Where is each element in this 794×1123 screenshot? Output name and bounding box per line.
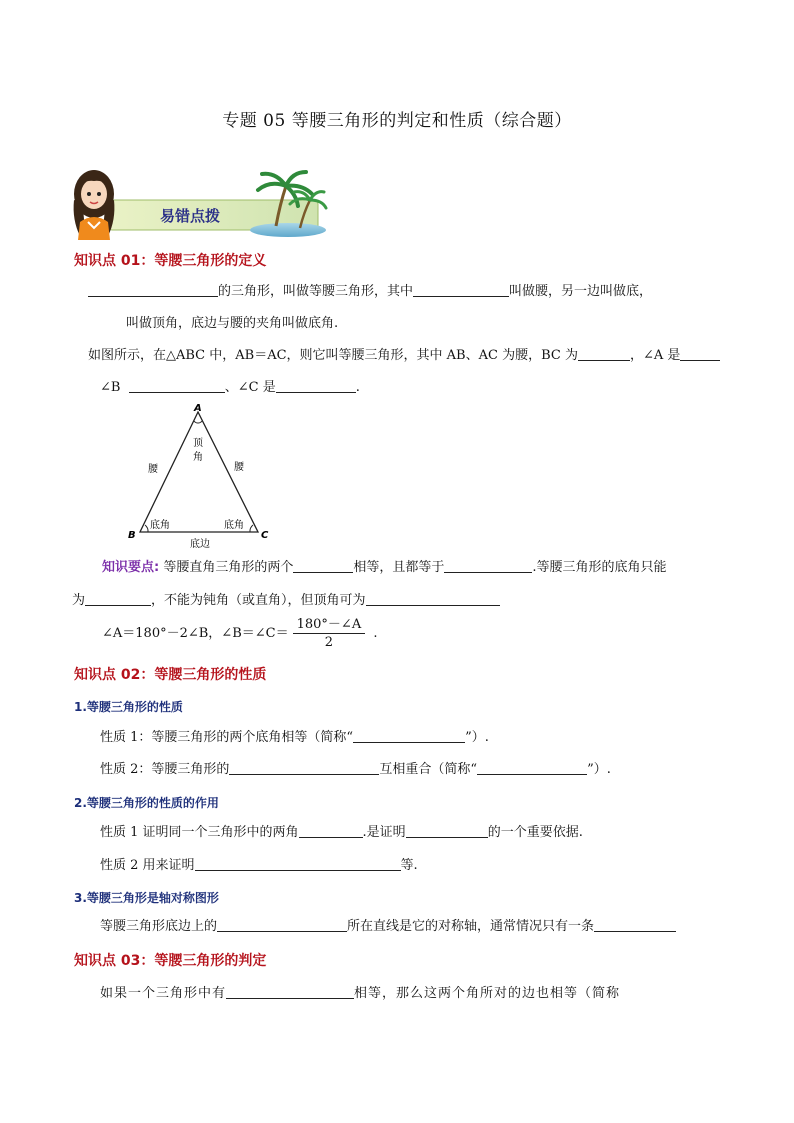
kp2-axis [100, 917, 676, 937]
banner-label: 易错点拨 [160, 207, 221, 225]
kp2-usage1 [100, 823, 583, 843]
leg-left-label: 腰 [148, 464, 158, 475]
text: 所在直线是它的对称轴，通常情况只有一条 [347, 919, 595, 934]
base-angle-left-label: 底角 [150, 520, 170, 531]
text: 互相重合（简称“ [379, 762, 478, 777]
text: 性质 2：等腰三角形的 [100, 762, 230, 777]
kp1-line2: 叫做顶角，底边与腰的夹角叫做底角. [126, 316, 339, 331]
blank[interactable] [293, 558, 353, 573]
text: ”）. [465, 730, 489, 745]
kp1-line3 [88, 346, 720, 366]
text: 性质 2 用来证明 [100, 858, 195, 873]
apex-angle-arc [194, 421, 202, 423]
base-label: 底边 [190, 539, 210, 550]
blank[interactable] [477, 760, 587, 775]
text: ”）. [587, 762, 611, 777]
page-title: 专题 05 等腰三角形的判定和性质（综合题） [222, 111, 572, 131]
base-angle-arc-right [250, 525, 253, 532]
vertex-c-label: C [261, 530, 269, 541]
blank[interactable] [413, 282, 509, 297]
kp2-property1 [100, 728, 489, 748]
blank[interactable] [406, 823, 488, 838]
kp2-property2 [100, 760, 611, 780]
base-angle-right-label: 底角 [224, 520, 244, 531]
blank[interactable] [217, 917, 347, 932]
vertex-a-label: A [194, 403, 202, 414]
text: 如果一个三角形中有 [100, 986, 227, 1001]
text: ∠B [100, 380, 121, 395]
text: .等腰三角形的底角只能 [532, 560, 667, 575]
kp2-heading: 知识点 02：等腰三角形的性质 [74, 667, 267, 683]
text: 等腰三角形底边上的 [100, 919, 218, 934]
text: 的一个重要依据. [487, 825, 583, 840]
text: 性质 1 证明同一个三角形中的两角 [100, 825, 299, 840]
base-angle-arc-left [145, 525, 148, 532]
blank[interactable] [88, 282, 218, 297]
tips-banner [68, 164, 330, 240]
text: 叫做腰，另一边叫做底， [509, 284, 653, 299]
keypoints-formula [102, 616, 378, 651]
blank[interactable] [276, 378, 356, 393]
text: ，∠A 是 [629, 348, 681, 363]
text: 、∠C 是 [224, 380, 276, 395]
kp1-line4 [100, 378, 360, 398]
text: 的三角形，叫做等腰三角形，其中 [218, 284, 414, 299]
kp2-sub2: 2.等腰三角形的性质的作用 [74, 796, 219, 810]
kp2-sub1: 1.等腰三角形的性质 [74, 700, 183, 714]
keypoints-line2 [72, 591, 500, 611]
text: . [355, 380, 360, 395]
text: 性质 1：等腰三角形的两个底角相等（简称“ [100, 730, 354, 745]
blank[interactable] [444, 558, 532, 573]
blank[interactable] [680, 346, 720, 361]
text: 如图所示，在△ABC 中，AB＝AC，则它叫等腰三角形，其中 AB、AC 为腰，BC 为 [88, 348, 578, 363]
triangle-figure [118, 402, 278, 550]
text: 等. [400, 858, 418, 873]
kp3-line [100, 984, 620, 1004]
blank[interactable] [129, 378, 225, 393]
kp3-heading: 知识点 03：等腰三角形的判定 [74, 953, 267, 969]
keypoints-tag: 知识要点: [102, 560, 160, 575]
blank[interactable] [353, 728, 465, 743]
blank[interactable] [195, 856, 401, 871]
blank[interactable] [299, 823, 363, 838]
fraction [293, 616, 366, 651]
kp1-line1 [88, 282, 652, 302]
kp2-sub3: 3.等腰三角形是轴对称图形 [74, 891, 219, 905]
fraction-denominator: 2 [324, 635, 334, 650]
blank[interactable] [85, 591, 151, 606]
text: .是证明 [362, 825, 406, 840]
text: 相等，且都等于 [353, 560, 445, 575]
leg-right-label: 腰 [234, 462, 244, 473]
banner-illustration [68, 164, 330, 240]
text: 相等，那么这两个角所对的边也相等（简称 [354, 986, 621, 1001]
blank[interactable] [594, 917, 676, 932]
blank[interactable] [578, 346, 630, 361]
blank[interactable] [226, 984, 354, 999]
fraction-numerator: 180°－∠A [293, 616, 366, 634]
vertex-b-label: B [128, 530, 136, 541]
apex-label-2: 角 [193, 452, 203, 463]
apex-label-1: 顶 [193, 438, 203, 449]
text: ，不能为钝角（或直角），但顶角可为 [151, 593, 366, 608]
kp2-usage2 [100, 856, 418, 876]
formula-text: ∠A＝180°－2∠B，∠B＝∠C＝ [102, 626, 289, 641]
text: 为 [72, 593, 86, 608]
kp1-heading: 知识点 01：等腰三角形的定义 [74, 253, 267, 269]
formula-end: . [373, 626, 378, 641]
blank[interactable] [229, 760, 379, 775]
blank[interactable] [366, 591, 500, 606]
text: 等腰直角三角形的两个 [163, 560, 294, 575]
keypoints-line1 [102, 558, 667, 578]
